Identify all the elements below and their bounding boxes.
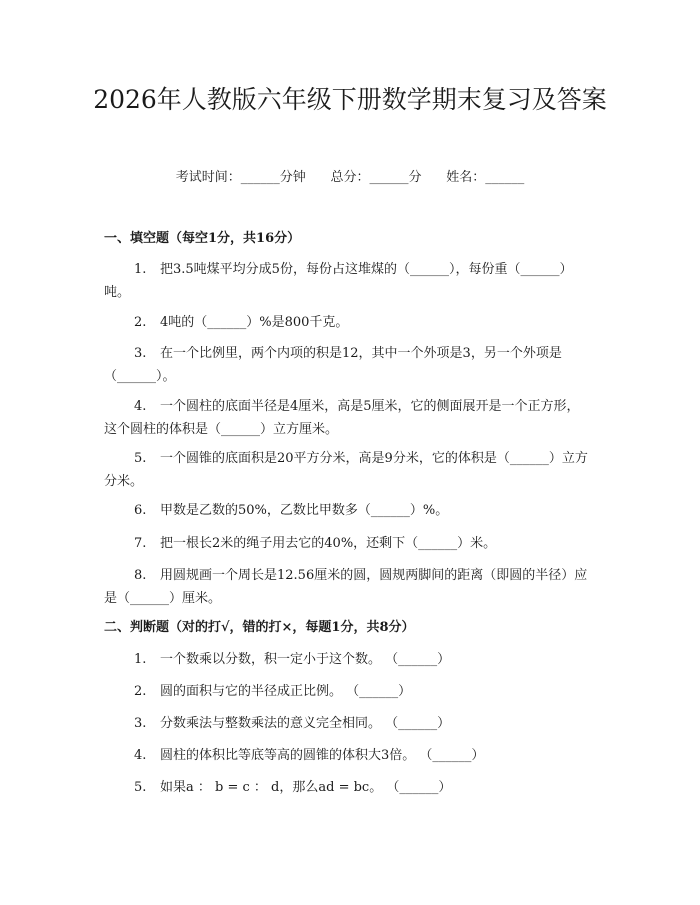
exam-info-line: 考试时间：______分钟 总分：______分 姓名：______ (175, 170, 525, 185)
question-number: 7. (134, 536, 147, 551)
question-text: 圆的面积与它的半径成正比例。 （______） (160, 684, 412, 699)
question-item (104, 564, 592, 610)
document-title: 2026年人教版六年级下册数学期末复习及答案 (93, 85, 607, 114)
question-text: 一个圆锥的底面积是20平方分米，高是9分米，它的体积是（______）立方分米。 (104, 451, 588, 489)
question-text: 用圆规画一个周长是12.56厘米的圆，圆规两脚间的距离（即圆的半径）应是（______）厘米。 (104, 568, 588, 606)
question-item (104, 395, 592, 441)
question-item (104, 680, 592, 703)
question-text: 4吨的（______）%是800千克。 (160, 315, 349, 330)
question-number: 2. (134, 315, 147, 330)
question-number: 8. (134, 568, 147, 583)
question-item (104, 311, 592, 334)
question-item (104, 776, 592, 799)
question-text: 一个圆柱的底面半径是4厘米，高是5厘米，它的侧面展开是一个正方形，这个圆柱的体积是（______）立方厘米。 (104, 399, 580, 437)
question-item (104, 342, 592, 388)
question-item (104, 258, 592, 304)
question-text: 一个数乘以分数，积一定小于这个数。 （______） (160, 652, 451, 667)
question-item (104, 447, 592, 493)
question-number: 2. (134, 684, 147, 699)
question-item (104, 532, 592, 555)
question-item (104, 648, 592, 671)
question-text: 把一根长2米的绳子用去它的40%，还剩下（______）米。 (160, 536, 497, 551)
question-number: 4. (134, 399, 147, 414)
question-number: 3. (134, 346, 147, 361)
question-item (104, 712, 592, 735)
question-text: 甲数是乙数的50%，乙数比甲数多（______）%。 (160, 503, 449, 518)
question-item (104, 744, 592, 767)
question-text: 如果a ： b = c ： d，那么ad = bc。 （______） (160, 780, 452, 795)
question-item (104, 499, 592, 522)
question-text: 分数乘法与整数乘法的意义完全相同。 （______） (160, 716, 451, 731)
question-number: 1. (134, 262, 147, 277)
question-text: 圆柱的体积比等底等高的圆锥的体积大3倍。 （______） (160, 748, 485, 763)
question-number: 6. (134, 503, 147, 518)
question-number: 4. (134, 748, 147, 763)
section-heading-true-false: 二、判断题（对的打√，错的打×，每题1分，共8分） (104, 620, 415, 635)
question-number: 5. (134, 780, 147, 795)
question-number: 3. (134, 716, 147, 731)
question-number: 1. (134, 652, 147, 667)
question-text: 把3.5吨煤平均分成5份，每份占这堆煤的（______），每份重（______）吨。 (104, 262, 573, 300)
question-text: 在一个比例里，两个内项的积是12，其中一个外项是3，另一个外项是（______）。 (104, 346, 562, 384)
section-heading-fill-in: 一、填空题（每空1分，共16分） (104, 231, 301, 246)
question-number: 5. (134, 451, 147, 466)
